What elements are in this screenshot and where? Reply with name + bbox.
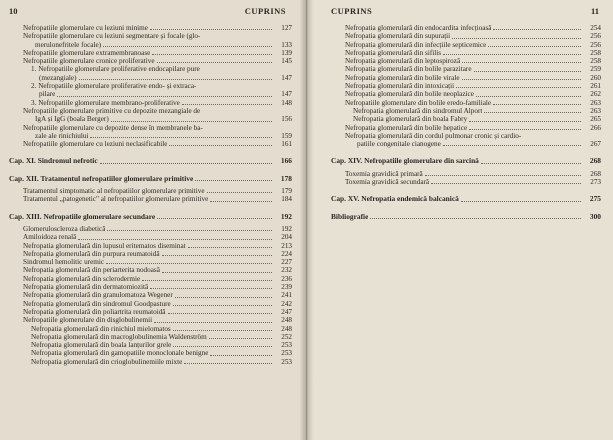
toc-page-number: 184 <box>281 195 292 204</box>
toc-entry-row <box>9 225 292 233</box>
toc-page-number: 247 <box>281 307 292 316</box>
toc-entry-title: Nefropatia glomerulară din bolile hepatice <box>345 123 468 132</box>
toc-entry-row <box>9 124 292 132</box>
toc-page-number: 256 <box>590 32 601 41</box>
toc-entry-title: (mezangiale) <box>39 73 77 82</box>
dot-leader <box>162 255 272 256</box>
toc-entry-row <box>9 300 292 308</box>
toc-entry-title: Nefropatiile glomerulare primitive cu depozite mezangiale de <box>23 106 201 115</box>
toc-page-number: 204 <box>281 233 292 242</box>
dot-leader <box>173 305 272 306</box>
toc-entry-title: Cap. XI. Sindromul nefrotic <box>9 157 98 166</box>
toc-entry-title: Nefropatia glomerulară din sindromul Alport <box>353 106 483 115</box>
dot-leader <box>182 104 272 105</box>
toc-page-number: 145 <box>281 57 292 66</box>
toc-entry-row <box>9 242 292 250</box>
toc-chapter-row <box>331 213 601 221</box>
toc-entry-title: Nefropatia glomerulară din cordul pulmonar cronic și cardio- <box>345 131 522 140</box>
toc-entry-row <box>9 258 292 266</box>
toc-page-number: 239 <box>281 283 292 292</box>
dot-leader <box>169 145 272 146</box>
dot-leader <box>150 288 272 289</box>
dot-leader <box>462 62 581 63</box>
dot-leader <box>175 297 272 298</box>
toc-chapter-row <box>331 195 601 203</box>
toc-entry-title: Amiloidoza renală <box>23 233 77 242</box>
toc-page-number: 156 <box>281 115 292 124</box>
dot-leader <box>162 272 272 273</box>
toc-entry-title: Nefropatia glomerulară din rinichiul mielomatos <box>31 324 171 333</box>
dot-leader <box>106 263 272 264</box>
toc-page-number: 266 <box>590 123 601 132</box>
toc-entry-row <box>331 82 601 90</box>
dot-leader <box>370 218 581 219</box>
toc-entry-row <box>331 74 601 82</box>
toc-page-number: 232 <box>281 266 292 275</box>
toc-entry-title: Tratamentul „patogenetic" al nefropatiilor glomerulare primitive <box>23 195 209 204</box>
toc-page-number: 192 <box>281 224 292 233</box>
toc-page-number: 147 <box>281 90 292 99</box>
toc-entry-row <box>331 32 601 40</box>
toc-entry-title: Nefropatia glomerulară din supurații <box>345 32 451 41</box>
toc-entry-title: pilare <box>39 90 56 99</box>
toc-page-number: 259 <box>590 65 601 74</box>
dot-leader <box>78 239 272 240</box>
toc-entry-title: Nefropatiile glomerulare cronice proliferative <box>23 57 155 66</box>
toc-entry-row <box>331 90 601 98</box>
toc-chapter-row <box>9 157 292 165</box>
toc-entry-row <box>9 115 292 123</box>
toc-entry-title: Nefropatiile glomerulare cu depozite dense în membranele ba- <box>23 123 203 132</box>
dot-leader <box>484 112 581 113</box>
toc-page-number: 268 <box>590 169 601 178</box>
toc-page-number: 253 <box>281 349 292 358</box>
toc-entry-title: Sindromul hemolitic uremic <box>23 258 105 267</box>
toc-entry-row <box>331 115 601 123</box>
dot-leader <box>431 183 581 184</box>
toc-page-number: 166 <box>280 156 292 166</box>
toc-entry-title: Bibliografie <box>331 212 369 221</box>
toc-page-number: 127 <box>281 24 292 32</box>
toc-entry-title: Nefropatia glomerulară din infecțiile septicemice <box>345 40 487 49</box>
toc-entry-row <box>331 49 601 57</box>
dot-leader <box>173 330 272 331</box>
dot-leader <box>157 62 272 63</box>
dot-leader <box>476 96 581 97</box>
toc-entry-row <box>9 325 292 333</box>
toc-entry-row <box>331 65 601 73</box>
toc-entry-row <box>331 41 601 49</box>
toc-page-number: 263 <box>590 106 601 115</box>
toc-entry-row <box>9 82 292 90</box>
toc-entry-title: 1. Nefropatiile glomerulare proliferative endocapilare pure <box>31 65 200 74</box>
spacer <box>9 166 292 175</box>
toc-entry-title: Nefropatia glomerulară din gamopatiile monoclonale benigne <box>31 349 209 358</box>
dot-leader <box>209 338 272 339</box>
toc-entry-title: Nefropatiile glomerulare din disglobulinemii <box>23 316 153 325</box>
toc-page-number: 267 <box>590 140 601 149</box>
toc-entry-row <box>9 316 292 324</box>
toc-page-number: 161 <box>281 140 292 149</box>
toc-entry-title: Nefropatia glomerulară din poliartrita reumatoidă <box>23 307 166 316</box>
toc-entry-row <box>9 65 292 73</box>
toc-entry-row <box>9 195 292 203</box>
dot-leader <box>210 355 272 356</box>
toc-entry-row <box>9 49 292 57</box>
toc-entry-title: Nefropatia glomerulară din boala lanțurilor grele <box>31 341 172 350</box>
spacer <box>331 148 601 157</box>
toc-page-number: 275 <box>589 194 601 204</box>
toc-entry-title: 2. Nefropatiile glomerulare proliferative endo- și extraca- <box>31 82 197 91</box>
dot-leader <box>469 121 581 122</box>
toc-entry-row <box>9 99 292 107</box>
dot-leader <box>103 46 272 47</box>
toc-entry-title: Nefropatia glomerulară din sclerodermie <box>23 274 141 283</box>
left-page <box>0 0 306 440</box>
toc-entry-row <box>9 308 292 316</box>
toc-page-number: 133 <box>281 40 292 49</box>
toc-entry-row <box>9 349 292 357</box>
toc-entry-title: Nefropatiile glomerulare cu leziuni neclasificabile <box>23 140 168 149</box>
toc-page-number: 178 <box>280 173 292 183</box>
toc-entry-title: Cap. XIV. Nefropatiile glomerulare din sarcină <box>331 157 479 166</box>
dot-leader <box>210 201 272 202</box>
toc-page-number: 252 <box>281 332 292 341</box>
toc-entry-title: Nefropatia glomerulară din sifilis <box>345 48 442 57</box>
toc-page-number: 265 <box>590 115 601 124</box>
spacer <box>331 186 601 195</box>
toc-entry-title: Toxemia gravidică primară <box>345 169 423 178</box>
toc-page-number: 262 <box>590 90 601 99</box>
dot-leader <box>443 54 581 55</box>
dot-leader <box>90 137 272 138</box>
toc-page-number: 273 <box>590 178 601 187</box>
left-running-head: CUPRINS <box>244 6 286 16</box>
toc-entry-title: Nefropatiile glomerulare cu leziuni minime <box>23 24 148 32</box>
right-page-header <box>331 6 601 20</box>
toc-page-number: 256 <box>590 40 601 49</box>
dot-leader <box>481 163 581 164</box>
toc-entry-title: Cap. XII. Tratamentul nefropatiilor glomerulare primitive <box>9 174 194 183</box>
toc-entry-title: Nefropatia glomerulară din macroglobulinemia Waldenström <box>31 332 207 341</box>
toc-page-number: 248 <box>281 324 292 333</box>
toc-page-number: 139 <box>281 48 292 57</box>
toc-entry-title: Nefropatia glomerulară din bolile virale <box>345 73 460 82</box>
toc-entry-title: Glomeruloscleroza diabetică <box>23 224 106 233</box>
toc-page-number: 258 <box>590 48 601 57</box>
dot-leader <box>474 71 581 72</box>
toc-entry-title: Nefropatia glomerulară din intoxicații <box>345 82 455 91</box>
toc-entry-title: Nefropatia glomerulară din bolile neoplazice <box>345 90 474 99</box>
toc-entry-title: Nefropatia glomerulară din purpura reumatoidă <box>23 249 160 258</box>
toc-page-number: 227 <box>281 258 292 267</box>
toc-entry-title: IgA și IgG (boala Berger) <box>35 115 109 124</box>
toc-entry-title: Nefropatia glomerulară din endocardita infecțioasă <box>345 24 492 32</box>
toc-entry-title: zale ale rinichiului <box>35 131 89 140</box>
toc-page-number: 148 <box>281 98 292 107</box>
toc-entry-row <box>9 41 292 49</box>
toc-page-number: 260 <box>590 73 601 82</box>
toc-entry-title: Nefropatiile glomerulare din bolile eredo-familiale <box>345 98 492 107</box>
right-running-head: CUPRINS <box>331 6 373 16</box>
toc-entry-row <box>331 178 601 186</box>
toc-entry-row <box>9 32 292 40</box>
toc-entry-row <box>9 187 292 195</box>
toc-entry-row <box>9 358 292 366</box>
toc-entry-row <box>9 57 292 65</box>
dot-leader <box>150 29 272 30</box>
dot-leader <box>462 79 581 80</box>
toc-page-number: 258 <box>590 57 601 66</box>
toc-page-number: 253 <box>281 357 292 366</box>
toc-page-number: 147 <box>281 73 292 82</box>
toc-entry-row <box>331 57 601 65</box>
dot-leader <box>173 346 272 347</box>
toc-entry-row <box>9 341 292 349</box>
dot-leader <box>152 54 272 55</box>
toc-entry-row <box>9 291 292 299</box>
toc-entry-title: Nefropatia glomerulară din lupusul eritematos diseminat <box>23 241 186 250</box>
toc-entry-title: Nefropatia glomerulară din sindromul Goodpasture <box>23 299 171 308</box>
dot-leader <box>456 87 581 88</box>
toc-page-number: 248 <box>281 316 292 325</box>
dot-leader <box>154 322 272 323</box>
toc-entry-title: Nefropatiile glomerulare cu leziuni segmentare și focale (glo- <box>23 32 201 41</box>
toc-entry-row <box>331 170 601 178</box>
toc-entry-row <box>9 333 292 341</box>
toc-page-number: 179 <box>281 187 292 196</box>
spacer <box>331 204 601 213</box>
toc-page-number: 192 <box>280 211 292 221</box>
dot-leader <box>207 192 272 193</box>
dot-leader <box>111 121 272 122</box>
toc-entry-row <box>331 140 601 148</box>
toc-entry-row <box>9 283 292 291</box>
toc-entry-row <box>331 24 601 32</box>
toc-entry-title: merulonefritele focale) <box>35 40 102 49</box>
dot-leader <box>142 280 272 281</box>
toc-entry-title: Nefropatia glomerulară din granulomatoza Wegener <box>23 291 173 300</box>
dot-leader <box>469 129 581 130</box>
toc-page-number: 224 <box>281 249 292 258</box>
dot-leader <box>195 180 272 181</box>
dot-leader <box>488 46 581 47</box>
toc-page-number: 300 <box>589 211 601 221</box>
dot-leader <box>493 29 581 30</box>
toc-entry-row <box>9 233 292 241</box>
dot-leader <box>443 145 581 146</box>
left-page-number: 10 <box>9 6 18 16</box>
spacer <box>9 148 292 157</box>
toc-entry-title: Nefropatia glomerulară din leptospiroză <box>345 57 461 66</box>
toc-page-number: 261 <box>590 82 601 91</box>
dot-leader <box>452 38 581 39</box>
toc-entry-title: Nefropatiile glomerulare extramembranoase <box>23 48 151 57</box>
toc-entry-title: Nefropatia glomerulară din periarterita nodoasă <box>23 266 160 275</box>
toc-page-number: 253 <box>281 341 292 350</box>
toc-entry-row <box>331 132 601 140</box>
toc-entry-title: Nefropatia glomerulară din bolile parazitare <box>345 65 472 74</box>
dot-leader <box>157 218 272 219</box>
right-page-number: 11 <box>590 6 599 16</box>
dot-leader <box>493 104 581 105</box>
toc-entry-row <box>331 107 601 115</box>
toc-entry-row <box>9 107 292 115</box>
toc-page-number: 236 <box>281 274 292 283</box>
toc-entry-row <box>331 99 601 107</box>
left-toc-list <box>9 24 292 366</box>
dot-leader <box>168 313 273 314</box>
toc-entry-title: Tratamentul simptomatic al nefropatiilor glomerulare primitive <box>23 187 205 196</box>
toc-entry-row <box>9 250 292 258</box>
dot-leader <box>188 247 272 248</box>
toc-entry-row <box>9 266 292 274</box>
toc-chapter-row <box>331 157 601 165</box>
dot-leader <box>184 363 272 364</box>
toc-entry-title: Toxemia gravidică secundară <box>345 178 430 187</box>
toc-chapter-row <box>9 175 292 183</box>
toc-page-number: 159 <box>281 131 292 140</box>
toc-entry-title: Cap. XIII. Nefropatiile glomerulare secundare <box>9 212 156 221</box>
toc-entry-row <box>9 132 292 140</box>
spacer <box>9 204 292 213</box>
right-page <box>307 0 613 440</box>
dot-leader <box>57 96 272 97</box>
toc-page-number: 213 <box>281 241 292 250</box>
toc-entry-row <box>331 124 601 132</box>
toc-entry-row <box>9 74 292 82</box>
dot-leader <box>461 201 581 202</box>
toc-page-number: 242 <box>281 299 292 308</box>
toc-entry-row <box>9 275 292 283</box>
toc-entry-title: Nefropatia glomerulară din dermatomiozită <box>23 283 149 292</box>
toc-page-number: 268 <box>589 156 601 166</box>
dot-leader <box>107 230 272 231</box>
toc-entry-title: 3. Nefropatiile glomerulare membrano-proliferative <box>31 98 180 107</box>
toc-page-number: 241 <box>281 291 292 300</box>
dot-leader <box>79 79 272 80</box>
dot-leader <box>100 163 272 164</box>
toc-entry-title: patiile congenitale cianogene <box>357 140 441 149</box>
toc-entry-row <box>9 140 292 148</box>
toc-page-number: 254 <box>590 24 601 32</box>
toc-page-number: 263 <box>590 98 601 107</box>
toc-chapter-row <box>9 213 292 221</box>
toc-entry-row <box>9 90 292 98</box>
toc-entry-row <box>9 24 292 32</box>
toc-entry-title: Nefropatia glomerulară din crioglobulinemiile mixte <box>31 357 183 366</box>
right-toc-list <box>331 24 601 221</box>
left-page-header <box>9 6 292 20</box>
toc-entry-title: Nefropatia glomerulară din boala Fabry <box>353 115 468 124</box>
toc-entry-title: Cap. XV. Nefropatia endemică balcanică <box>331 195 459 204</box>
dot-leader <box>425 175 581 176</box>
